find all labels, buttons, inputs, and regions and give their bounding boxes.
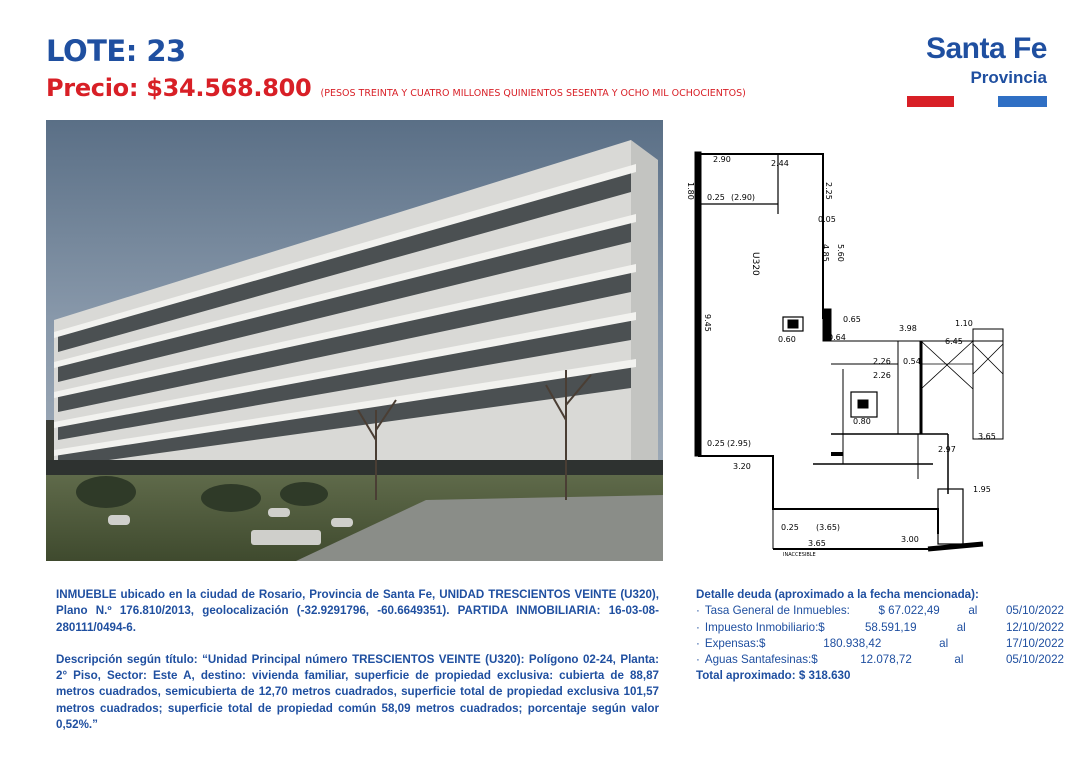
debt-item xyxy=(696,652,1064,668)
logo-red-bar xyxy=(907,96,954,107)
bullet: · xyxy=(696,636,700,650)
svg-text:2.26: 2.26 xyxy=(873,357,891,366)
svg-text:5.60: 5.60 xyxy=(836,244,845,262)
bullet: · xyxy=(696,653,700,667)
svg-text:2.97: 2.97 xyxy=(938,445,956,454)
svg-text:3.65: 3.65 xyxy=(808,539,826,548)
debt-concept: Tasa General de Inmuebles: xyxy=(704,604,850,618)
lot-title: LOTE: 23 xyxy=(46,34,186,68)
description-para-2: Descripción según título: “Unidad Principal número TRESCIENTOS VEINTE (U320): Polígono 02-24, Planta: 2° Piso, Sector: Este A, destino: vivienda familiar, superficie de propiedad exclusiva: cubierta de 88,87 metros cuadrados, semicubierta de 12,70 metros cuadrados, superficie total de propiedad exclusiva 101,57 metros cuadrados; superficie total de propiedad común 58,09 metros cuadrados; porcentaje según valor 0,52%.” xyxy=(56,652,659,732)
debt-amount: 58.591,19 xyxy=(864,620,917,634)
debt-item xyxy=(696,636,1064,652)
svg-text:1.10: 1.10 xyxy=(955,319,973,328)
plan-unit-label: U320 xyxy=(750,252,760,276)
debt-title: Detalle deuda (aproximado a la fecha mencionada): xyxy=(696,588,979,601)
svg-text:1.95: 1.95 xyxy=(973,485,991,494)
svg-text:2.90: 2.90 xyxy=(713,155,731,164)
svg-text:9.45: 9.45 xyxy=(703,314,712,332)
bullet: · xyxy=(696,620,700,634)
debt-al: al xyxy=(968,604,978,618)
price-amount: Precio: $34.568.800 xyxy=(46,74,312,102)
svg-text:0.65: 0.65 xyxy=(843,315,861,324)
svg-text:0.25: 0.25 xyxy=(707,193,725,202)
debt-al: al xyxy=(956,620,966,634)
debt-date: 12/10/2022 xyxy=(1005,620,1064,634)
debt-amount: $ 67.022,49 xyxy=(878,604,940,618)
plan-inaccesible-label: INACCESIBLE xyxy=(783,552,816,558)
description-para-1: INMUEBLE ubicado en la ciudad de Rosario, Provincia de Santa Fe, UNIDAD TRESCIENTOS VEINTE (U320), Plano N.º 176.810/2013, geolocalización (-32.9291796, -60.6649351). PARTIDA INMOBILIARIA: 16-03-08-280111/0494-6. xyxy=(56,588,659,634)
floor-plan xyxy=(683,134,1005,560)
property-description xyxy=(56,587,659,733)
svg-text:0.05: 0.05 xyxy=(818,215,836,224)
debt-date: 05/10/2022 xyxy=(1005,604,1064,618)
price-in-words: (PESOS TREINTA Y CUATRO MILLONES QUINIENTOS SESENTA Y OCHO MIL OCHOCIENTOS) xyxy=(320,88,746,99)
debt-amount: 180.938,42 xyxy=(823,636,882,650)
svg-text:2.44: 2.44 xyxy=(771,159,789,168)
debt-date: 05/10/2022 xyxy=(1005,653,1064,667)
svg-text:(2.95): (2.95) xyxy=(727,439,752,448)
logo-line-2: Provincia xyxy=(970,68,1047,87)
bullet: · xyxy=(696,604,700,618)
svg-text:3.98: 3.98 xyxy=(899,324,917,333)
svg-text:3.65: 3.65 xyxy=(978,432,996,441)
debt-concept: Expensas:$ xyxy=(704,636,766,650)
svg-text:0.64: 0.64 xyxy=(828,333,846,342)
svg-text:(3.65): (3.65) xyxy=(816,523,841,532)
svg-text:6.45: 6.45 xyxy=(945,337,963,346)
svg-text:0.60: 0.60 xyxy=(778,335,796,344)
svg-text:0.25: 0.25 xyxy=(707,439,725,448)
logo-line-1: Santa Fe xyxy=(925,32,1047,65)
debt-al: al xyxy=(954,653,964,667)
debt-amount: 12.078,72 xyxy=(860,653,912,667)
svg-text:0.54: 0.54 xyxy=(903,357,921,366)
svg-text:0.80: 0.80 xyxy=(853,417,871,426)
santa-fe-logo xyxy=(900,30,1050,110)
logo-blue-bar xyxy=(998,96,1047,107)
debt-date: 17/10/2022 xyxy=(1005,636,1064,650)
svg-text:3.00: 3.00 xyxy=(901,535,919,544)
debt-total: Total aproximado: $ 318.630 xyxy=(696,669,851,683)
svg-text:(2.90): (2.90) xyxy=(731,193,756,202)
debt-item xyxy=(696,620,1064,636)
svg-text:2.25: 2.25 xyxy=(824,182,833,200)
svg-text:2.26: 2.26 xyxy=(873,371,891,380)
price-line xyxy=(46,74,746,102)
svg-text:3.20: 3.20 xyxy=(733,462,751,471)
debt-al: al xyxy=(939,636,949,650)
building-photo xyxy=(46,120,663,561)
svg-text:4.85: 4.85 xyxy=(821,244,830,262)
debt-concept: Impuesto Inmobiliario:$ xyxy=(704,620,825,634)
svg-text:1.80: 1.80 xyxy=(686,182,695,200)
debt-detail xyxy=(696,587,1064,685)
debt-item xyxy=(696,603,1064,619)
svg-text:0.25: 0.25 xyxy=(781,523,799,532)
debt-concept: Aguas Santafesinas:$ xyxy=(704,653,818,667)
